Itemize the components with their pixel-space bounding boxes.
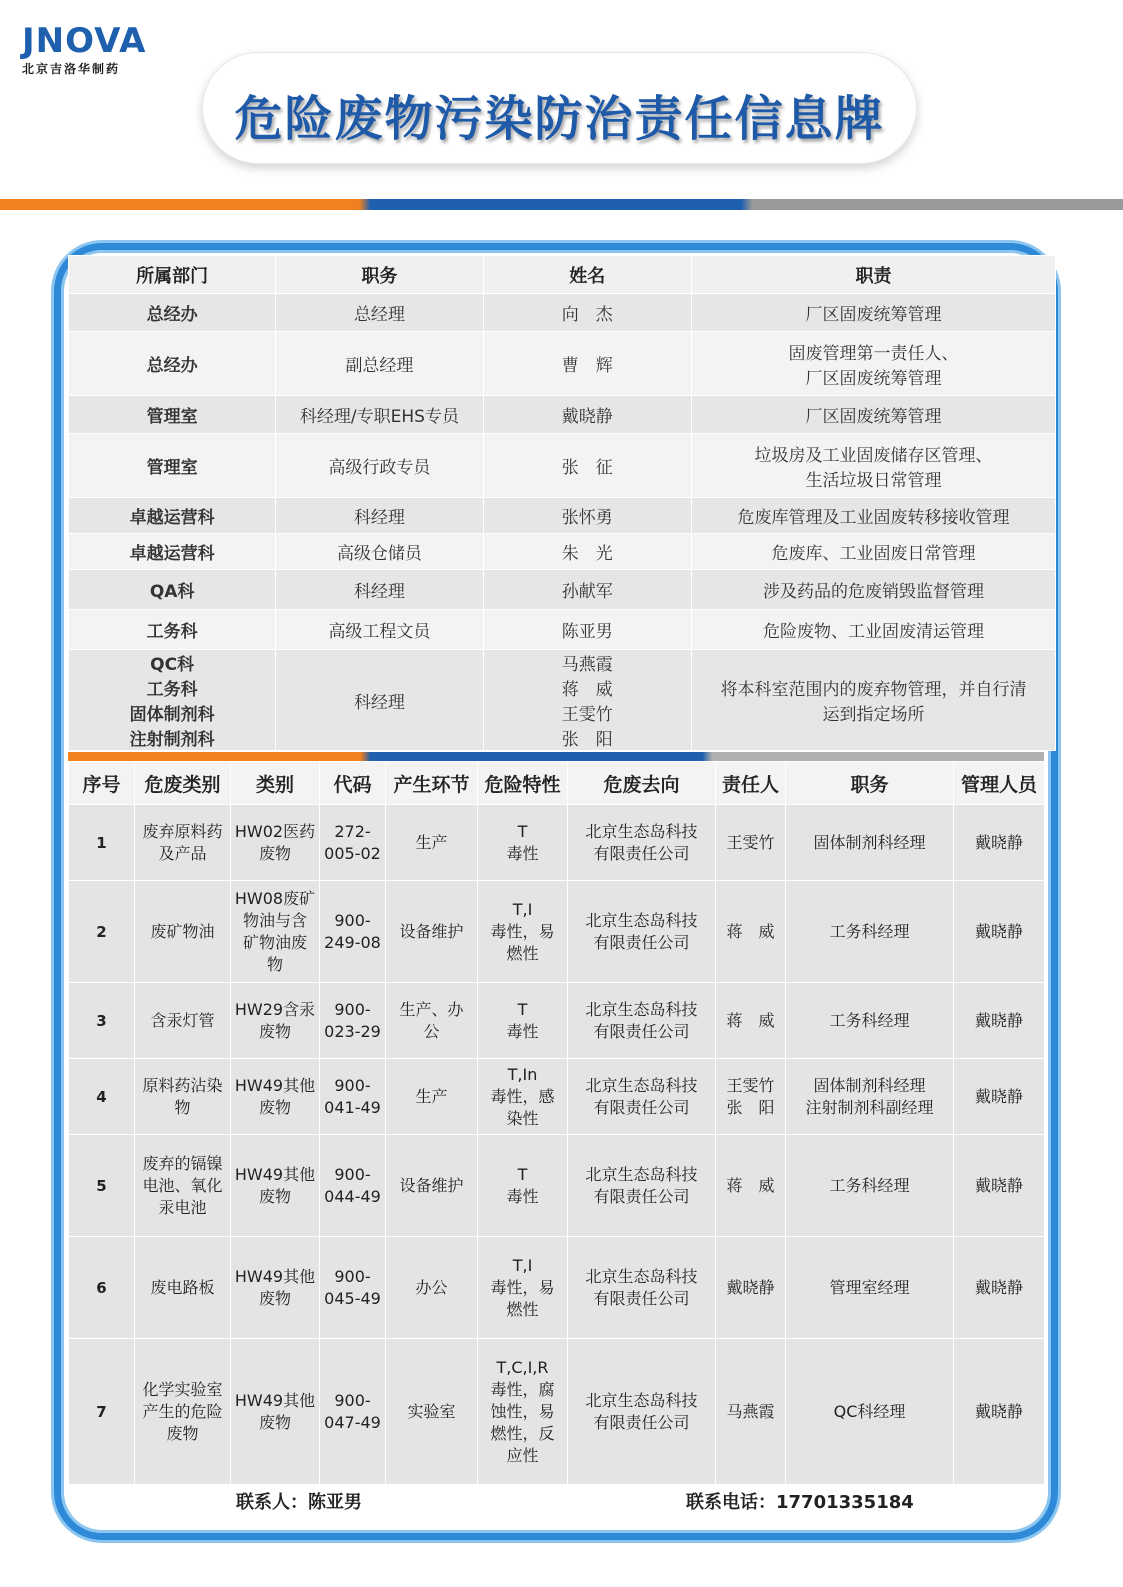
stage-cell: 生产、办 公 xyxy=(386,983,478,1059)
responsibility-row xyxy=(69,610,1056,650)
stage-cell: 生产 xyxy=(386,1059,478,1135)
hazard-cell: T 毒性 xyxy=(478,1135,568,1237)
dept-cell: 总经办 xyxy=(69,332,276,396)
header-owner: 责任人 xyxy=(716,762,786,805)
company-logo xyxy=(22,21,162,77)
destination-cell: 北京生态岛科技 有限责任公司 xyxy=(568,1339,716,1485)
position-cell: 科经理 xyxy=(276,498,483,534)
responsibility-row xyxy=(69,534,1056,570)
hazard-cell: T,In 毒性，感 染性 xyxy=(478,1059,568,1135)
responsibility-row xyxy=(69,332,1056,396)
header-class: 类别 xyxy=(231,762,320,805)
manager-cell: 戴晓静 xyxy=(954,1135,1045,1237)
waste-row xyxy=(69,983,1045,1059)
manager-cell: 戴晓静 xyxy=(954,805,1045,881)
name-cell: 朱 光 xyxy=(483,534,691,570)
dept-cell: 工务科 xyxy=(69,610,276,650)
position-cell: 高级工程文员 xyxy=(276,610,483,650)
header-position: 职务 xyxy=(276,256,483,294)
position-cell: 高级行政专员 xyxy=(276,434,483,498)
position-cell: 工务科经理 xyxy=(786,881,954,983)
class-cell: HW49其他 废物 xyxy=(231,1135,320,1237)
position-cell: 科经理 xyxy=(276,570,483,610)
no-cell: 5 xyxy=(69,1135,135,1237)
position-cell: 副总经理 xyxy=(276,332,483,396)
header-dept: 所属部门 xyxy=(69,256,276,294)
duty-cell: 厂区固废统筹管理 xyxy=(691,396,1055,434)
header-manager: 管理人员 xyxy=(954,762,1045,805)
name-cell: 戴晓静 xyxy=(483,396,691,434)
header-duty: 职责 xyxy=(691,256,1055,294)
header-code: 代码 xyxy=(320,762,386,805)
waste-row xyxy=(69,1135,1045,1237)
waste-row xyxy=(69,1339,1045,1485)
position-cell: 工务科经理 xyxy=(786,983,954,1059)
hazard-cell: T,I 毒性，易 燃性 xyxy=(478,1237,568,1339)
no-cell: 7 xyxy=(69,1339,135,1485)
category-cell: 化学实验室 产生的危险 废物 xyxy=(135,1339,231,1485)
title-banner xyxy=(202,52,917,164)
destination-cell: 北京生态岛科技 有限责任公司 xyxy=(568,881,716,983)
hazard-cell: T,I 毒性，易 燃性 xyxy=(478,881,568,983)
stage-cell: 实验室 xyxy=(386,1339,478,1485)
destination-cell: 北京生态岛科技 有限责任公司 xyxy=(568,983,716,1059)
header-category: 危废类别 xyxy=(135,762,231,805)
position-cell: 管理室经理 xyxy=(786,1237,954,1339)
responsibility-row xyxy=(69,570,1056,610)
dept-cell: 卓越运营科 xyxy=(69,498,276,534)
category-cell: 含汞灯管 xyxy=(135,983,231,1059)
code-cell: 900- 044-49 xyxy=(320,1135,386,1237)
table-separator-stripe xyxy=(68,752,1044,761)
stage-cell: 办公 xyxy=(386,1237,478,1339)
page-title: 危险废物污染防治责任信息牌 xyxy=(234,91,885,147)
responsibility-row xyxy=(69,434,1056,498)
code-cell: 272- 005-02 xyxy=(320,805,386,881)
category-cell: 原料药沾染 物 xyxy=(135,1059,231,1135)
waste-row xyxy=(69,1237,1045,1339)
dept-cell: 总经办 xyxy=(69,294,276,332)
responsibility-row xyxy=(69,498,1056,534)
hazard-cell: T,C,I,R 毒性，腐 蚀性，易 燃性，反 应性 xyxy=(478,1339,568,1485)
duty-cell: 危险废物、工业固废清运管理 xyxy=(691,610,1055,650)
owner-cell: 蒋 威 xyxy=(716,1135,786,1237)
dept-cell: QA科 xyxy=(69,570,276,610)
responsibility-row xyxy=(69,396,1056,434)
logo-subtitle: 北京吉洛华制药 xyxy=(22,62,121,76)
responsibility-row xyxy=(69,650,1056,751)
name-cell: 曹 辉 xyxy=(483,332,691,396)
header-position: 职务 xyxy=(786,762,954,805)
waste-row xyxy=(69,1059,1045,1135)
header-hazard: 危险特性 xyxy=(478,762,568,805)
owner-cell: 王雯竹 张 阳 xyxy=(716,1059,786,1135)
name-cell: 陈亚男 xyxy=(483,610,691,650)
responsibility-header-row xyxy=(69,256,1056,294)
manager-cell: 戴晓静 xyxy=(954,1059,1045,1135)
owner-cell: 王雯竹 xyxy=(716,805,786,881)
position-cell: 总经理 xyxy=(276,294,483,332)
waste-row xyxy=(69,805,1045,881)
class-cell: HW29含汞 废物 xyxy=(231,983,320,1059)
dept-cell: 卓越运营科 xyxy=(69,534,276,570)
responsibility-table xyxy=(68,255,1056,751)
name-cell: 张 征 xyxy=(483,434,691,498)
responsibility-row xyxy=(69,294,1056,332)
waste-header-row xyxy=(69,762,1045,805)
owner-cell: 戴晓静 xyxy=(716,1237,786,1339)
stage-cell: 设备维护 xyxy=(386,1135,478,1237)
owner-cell: 蒋 威 xyxy=(716,881,786,983)
duty-cell: 将本科室范围内的废弃物管理，并自行清 运到指定场所 xyxy=(691,650,1055,751)
position-cell: 固体制剂科经理 注射制剂科副经理 xyxy=(786,1059,954,1135)
class-cell: HW08废矿 物油与含 矿物油废 物 xyxy=(231,881,320,983)
stage-cell: 生产 xyxy=(386,805,478,881)
header-no: 序号 xyxy=(69,762,135,805)
manager-cell: 戴晓静 xyxy=(954,1237,1045,1339)
dept-cell: 管理室 xyxy=(69,434,276,498)
position-cell: 固体制剂科经理 xyxy=(786,805,954,881)
header-destination: 危废去向 xyxy=(568,762,716,805)
destination-cell: 北京生态岛科技 有限责任公司 xyxy=(568,1059,716,1135)
name-cell: 向 杰 xyxy=(483,294,691,332)
owner-cell: 马燕霞 xyxy=(716,1339,786,1485)
no-cell: 4 xyxy=(69,1059,135,1135)
destination-cell: 北京生态岛科技 有限责任公司 xyxy=(568,1237,716,1339)
category-cell: 废电路板 xyxy=(135,1237,231,1339)
class-cell: HW02医药 废物 xyxy=(231,805,320,881)
category-cell: 废矿物油 xyxy=(135,881,231,983)
hazard-cell: T 毒性 xyxy=(478,805,568,881)
duty-cell: 涉及药品的危废销毁监督管理 xyxy=(691,570,1055,610)
name-cell: 孙献军 xyxy=(483,570,691,610)
code-cell: 900- 047-49 xyxy=(320,1339,386,1485)
no-cell: 1 xyxy=(69,805,135,881)
name-cell: 马燕霞 蒋 威 王雯竹 张 阳 xyxy=(483,650,691,751)
class-cell: HW49其他 废物 xyxy=(231,1237,320,1339)
position-cell: 科经理 xyxy=(276,650,483,751)
position-cell: 科经理/专职EHS专员 xyxy=(276,396,483,434)
header-stage: 产生环节 xyxy=(386,762,478,805)
class-cell: HW49其他 废物 xyxy=(231,1339,320,1485)
manager-cell: 戴晓静 xyxy=(954,983,1045,1059)
position-cell: 高级仓储员 xyxy=(276,534,483,570)
waste-row xyxy=(69,881,1045,983)
code-cell: 900- 041-49 xyxy=(320,1059,386,1135)
stage-cell: 设备维护 xyxy=(386,881,478,983)
category-cell: 废弃原料药 及产品 xyxy=(135,805,231,881)
duty-cell: 固废管理第一责任人、 厂区固废统筹管理 xyxy=(691,332,1055,396)
header-color-stripe xyxy=(0,199,1123,210)
logo-word: JNOVA xyxy=(22,21,147,61)
header-name: 姓名 xyxy=(483,256,691,294)
manager-cell: 戴晓静 xyxy=(954,881,1045,983)
position-cell: QC科经理 xyxy=(786,1339,954,1485)
duty-cell: 危废库管理及工业固废转移接收管理 xyxy=(691,498,1055,534)
duty-cell: 危废库、工业固废日常管理 xyxy=(691,534,1055,570)
class-cell: HW49其他 废物 xyxy=(231,1059,320,1135)
footer-contact: 联系人：陈亚男 xyxy=(236,1492,362,1513)
no-cell: 3 xyxy=(69,983,135,1059)
dept-cell: 管理室 xyxy=(69,396,276,434)
no-cell: 2 xyxy=(69,881,135,983)
no-cell: 6 xyxy=(69,1237,135,1339)
footer-phone: 联系电话：17701335184 xyxy=(686,1492,914,1513)
hazard-cell: T 毒性 xyxy=(478,983,568,1059)
code-cell: 900- 249-08 xyxy=(320,881,386,983)
destination-cell: 北京生态岛科技 有限责任公司 xyxy=(568,805,716,881)
name-cell: 张怀勇 xyxy=(483,498,691,534)
owner-cell: 蒋 威 xyxy=(716,983,786,1059)
destination-cell: 北京生态岛科技 有限责任公司 xyxy=(568,1135,716,1237)
code-cell: 900- 045-49 xyxy=(320,1237,386,1339)
position-cell: 工务科经理 xyxy=(786,1135,954,1237)
code-cell: 900- 023-29 xyxy=(320,983,386,1059)
manager-cell: 戴晓静 xyxy=(954,1339,1045,1485)
dept-cell: QC科 工务科 固体制剂科 注射制剂科 xyxy=(69,650,276,751)
duty-cell: 垃圾房及工业固废储存区管理、 生活垃圾日常管理 xyxy=(691,434,1055,498)
waste-table xyxy=(68,761,1045,1485)
duty-cell: 厂区固废统筹管理 xyxy=(691,294,1055,332)
category-cell: 废弃的镉镍 电池、氧化 汞电池 xyxy=(135,1135,231,1237)
